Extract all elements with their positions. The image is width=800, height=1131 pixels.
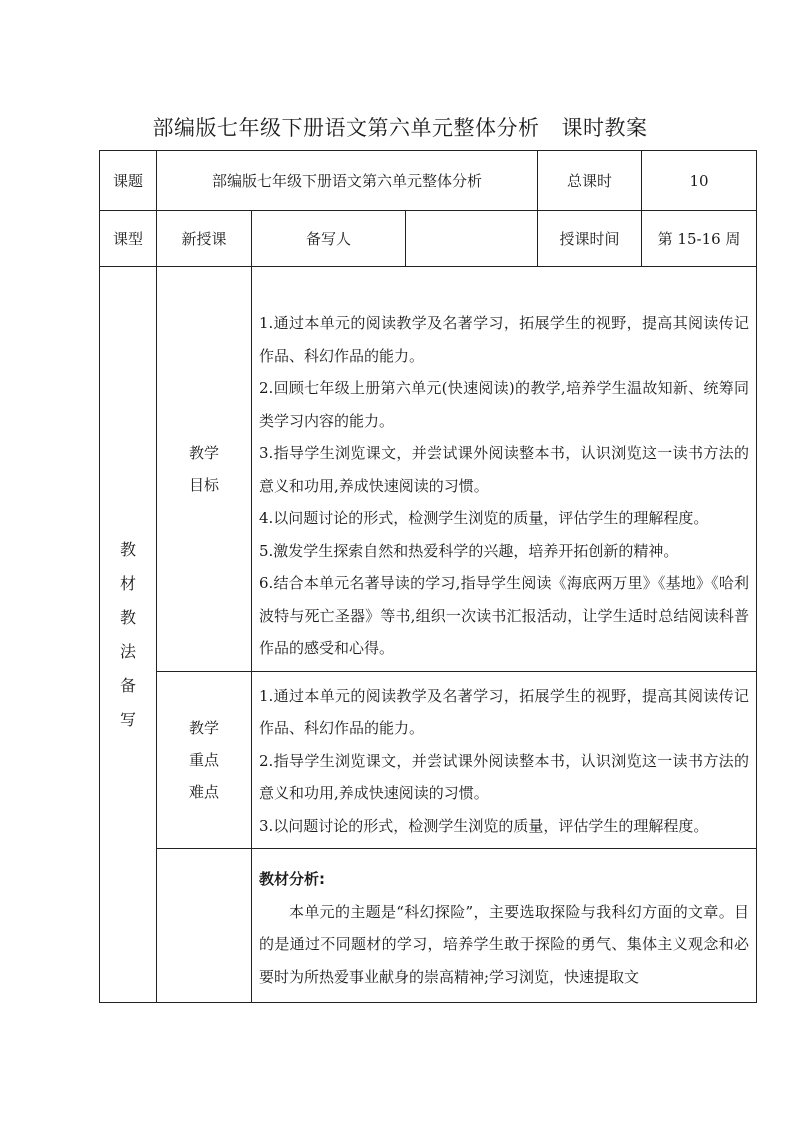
- section-label-char: 备: [119, 675, 136, 695]
- total-hours-value: 10: [642, 151, 757, 211]
- analysis-content: [252, 849, 757, 1003]
- page-title: [0, 112, 800, 142]
- analysis-heading: 教材分析:: [259, 870, 325, 888]
- key-points-label: 教学 重点 难点: [157, 671, 252, 849]
- key-point-item: 3.以问题讨论的形式，检测学生浏览的质量，评估学生的理解程度。: [259, 816, 709, 835]
- lesson-type-value: 新授课: [157, 211, 252, 267]
- key-points-content: [252, 671, 757, 849]
- key-point-item: 1.通过本单元的阅读教学及名著学习，拓展学生的视野，提高其阅读传记作品、科幻作品的能力。: [259, 686, 750, 737]
- key-point-item: 2.指导学生浏览课文，并尝试课外阅读整本书，认识浏览这一读书方法的意义和功用,养成快速阅读的习惯。: [259, 751, 750, 802]
- page-title-suffix: 课时教案: [561, 116, 648, 140]
- goal-item: 2.回顾七年级上册第六单元(快速阅读)的教学,培养学生温故知新、统筹同类学习内容的能力。: [259, 379, 750, 430]
- label-total-hours: 总课时: [538, 151, 642, 211]
- goals-label: 教学 目标: [157, 267, 252, 672]
- label-teaching-time: 授课时间: [538, 211, 642, 267]
- row-lesson-type: [100, 211, 757, 267]
- section-label-char: 材: [119, 573, 136, 593]
- row-analysis: [100, 849, 757, 1003]
- section-label-char: 教: [119, 539, 136, 559]
- page-title-main: 部编版七年级下册语文第六单元整体分析: [152, 116, 540, 140]
- goal-item: 5.激发学生探索自然和热爱科学的兴趣，培养开拓创新的精神。: [259, 541, 679, 560]
- goals-content: [252, 267, 757, 672]
- analysis-text: 本单元的主题是“科幻探险”，主要选取探险与我科幻方面的文章。目的是通过不同题材的学习，培养学生敢于探险的勇气、集体主义观念和必要时为所热爱事业献身的崇高精神;学习浏览，快速提取文: [259, 902, 750, 986]
- section-label-char: 法: [119, 641, 136, 661]
- row-key-points: [100, 671, 757, 849]
- section-label-char: 教: [119, 607, 136, 627]
- section-label: [100, 267, 157, 1003]
- lesson-plan-table: [99, 150, 757, 1003]
- row-topic: [100, 151, 757, 211]
- label-author: 备写人: [252, 211, 406, 267]
- teaching-time-value: 第 15-16 周: [642, 211, 757, 267]
- goal-item: 4.以问题讨论的形式，检测学生浏览的质量，评估学生的理解程度。: [259, 509, 709, 527]
- goal-item: 3.指导学生浏览课文，并尝试课外阅读整本书，认识浏览这一读书方法的意义和功用,养成快速阅读的习惯。: [259, 444, 750, 495]
- label-topic: 课题: [100, 151, 157, 211]
- section-label-char: 写: [119, 709, 136, 729]
- row-goals: [100, 267, 757, 672]
- label-lesson-type: 课型: [100, 211, 157, 267]
- topic-value: 部编版七年级下册语文第六单元整体分析: [157, 151, 538, 211]
- author-value: [406, 211, 538, 267]
- goal-item: 6.结合本单元名著导读的学习,指导学生阅读《海底两万里》《基地》《哈利 波特与死亡圣器》等书,组织一次读书汇报活动，让学生适时总结阅读科普作品的感受和心得。: [259, 574, 750, 657]
- analysis-label: [157, 849, 252, 1003]
- goal-item: 1.通过本单元的阅读教学及名著学习，拓展学生的视野，提高其阅读传记作品、科幻作品的能力。: [259, 314, 750, 365]
